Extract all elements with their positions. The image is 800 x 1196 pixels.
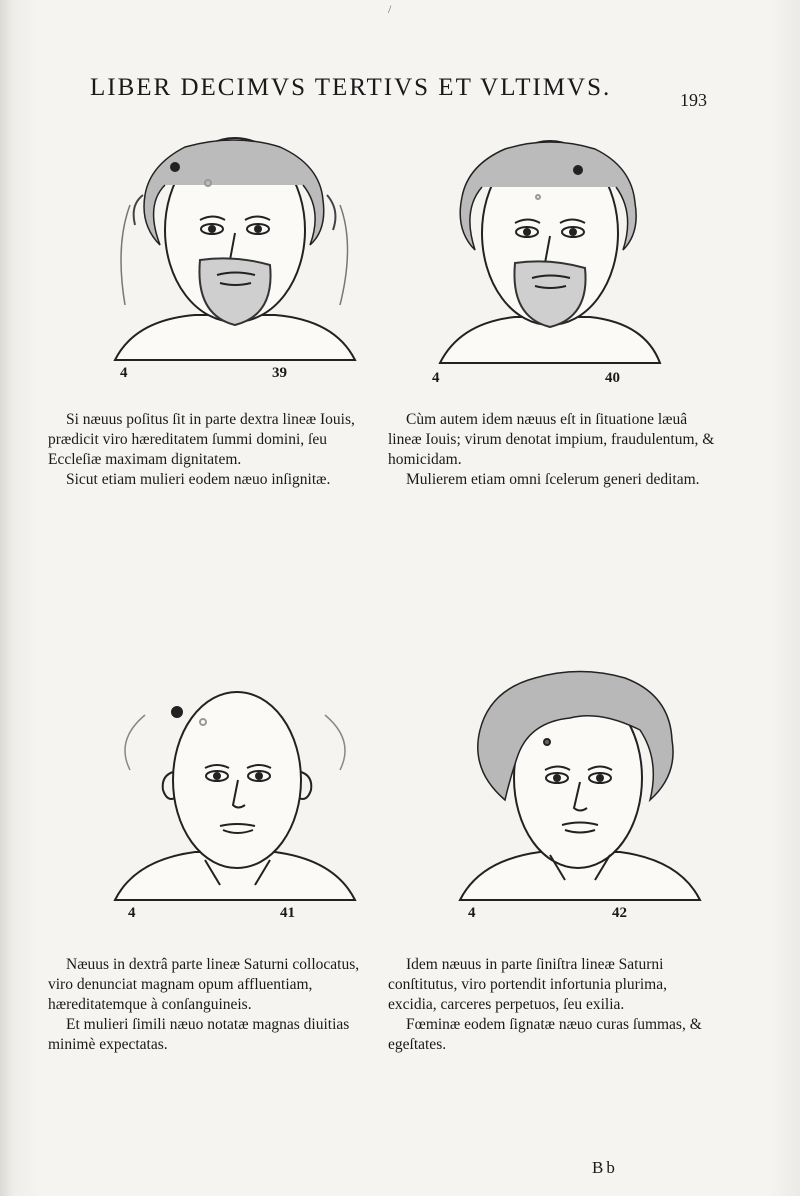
caption-39	[48, 410, 378, 490]
figure-40	[420, 125, 680, 395]
caption-41	[48, 955, 378, 1055]
caption-40-text: Cùm autem idem næuus eſt in ſituatione læuâ lineæ Iouis; virum denotat impium, fraudulentum, & homicidam.	[388, 411, 715, 468]
figure-41-left-number: 4	[128, 905, 136, 921]
running-header: LIBER DECIMVS TERTIVS ET VLTIMVS.	[90, 74, 612, 101]
caption-41-note: Et mulieri ſimili næuo notatæ magnas diuitias minimè expectatas.	[48, 1016, 350, 1053]
bearded-man-portrait	[105, 125, 365, 395]
figure-39-left-number: 4	[120, 365, 128, 381]
curly-haired-man-portrait	[450, 660, 710, 930]
caption-42-note: Fœminæ eodem ſignatæ næuo curas ſummas, & egeſtates.	[388, 1016, 702, 1053]
caption-40-note: Mulierem etiam omni ſcelerum generi deditam.	[406, 471, 700, 488]
figure-41-right-number: 41	[280, 905, 295, 921]
figure-41	[105, 680, 365, 950]
figure-42-right-number: 42	[612, 905, 627, 921]
figure-42	[450, 660, 710, 930]
figure-42-left-number: 4	[468, 905, 476, 921]
caption-40	[388, 410, 718, 490]
caption-39-note: Sicut etiam mulieri eodem næuo inſignitæ.	[66, 471, 331, 488]
page-number: 193	[680, 90, 707, 110]
signature-mark: Bb	[592, 1158, 618, 1177]
figure-40-right-number: 40	[605, 370, 620, 386]
bald-man-portrait	[105, 680, 365, 950]
caption-41-text: Næuus in dextrâ parte lineæ Saturni collocatus, viro denunciat magnam opum affluentiam, hæreditatemque à conſanguineis.	[48, 956, 360, 1013]
caption-39-text: Si næuus poſitus ſit in parte dextra lineæ Iouis, prædicit viro hæreditatem ſummi domini, ſeu Eccleſiæ maximam dignitatem.	[48, 411, 355, 468]
margin-tick: /	[388, 2, 392, 16]
figure-40-left-number: 4	[432, 370, 440, 386]
bearded-man-portrait	[420, 125, 680, 395]
figure-39-right-number: 39	[272, 365, 287, 381]
caption-42-text: Idem næuus in parte ſiniſtra lineæ Saturni conſtitutus, viro portendit infortunia plurima, excidia, carceres perpetuos, ſeu exilia.	[388, 956, 667, 1013]
figure-39	[105, 125, 365, 395]
caption-42	[388, 955, 718, 1055]
